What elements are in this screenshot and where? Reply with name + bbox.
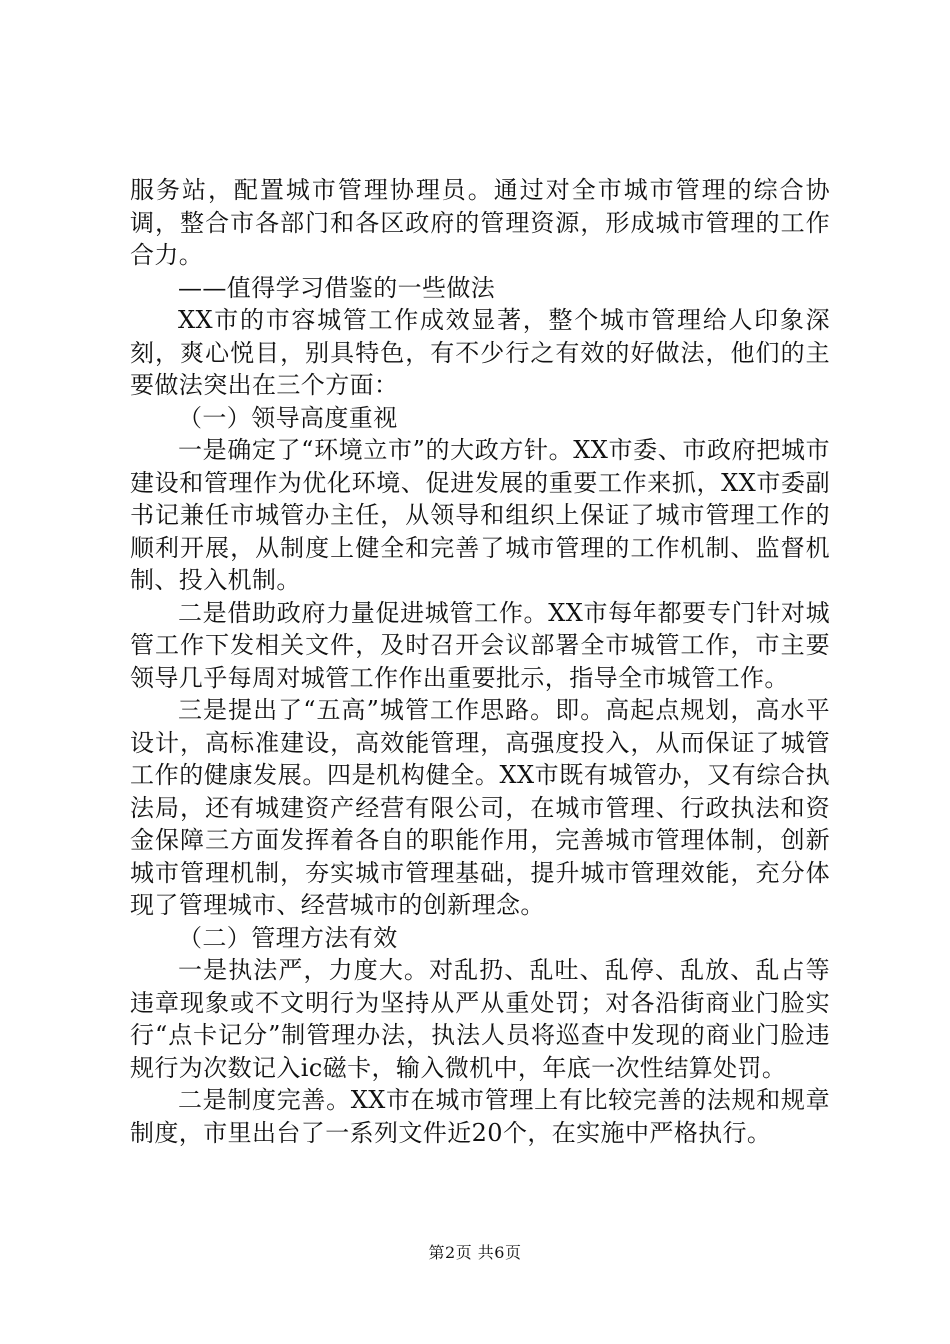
paragraph-point-two: 二是借助政府力量促进城管工作。XX市每年都要专门针对城管工作下发相关文件，及时召开会议部署全市城管工作，市主要领导几乎每周对城管工作作出重要批示，指导全市城管工作。 (130, 598, 830, 692)
subheading-leadership: （一）领导高度重视 (178, 403, 398, 432)
document-body (130, 174, 830, 1149)
paragraph-intro: XX市的市容城管工作成效显著，整个城市管理给人印象深刻，爽心悦目，别具特色，有不少行之有效的好做法，他们的主要做法突出在三个方面： (130, 306, 830, 399)
section-heading-practices: ——值得学习借鉴的一些做法 (178, 273, 496, 302)
page-number-footer: 第2页 共6页 (428, 1243, 522, 1262)
subheading-methods: （二）管理方法有效 (178, 923, 398, 952)
paragraph-point-three: 三是提出了“五高”城管工作思路。即。高起点规划，高水平设计，高标准建设，高效能管理，高强度投入，从而保证了城管工作的健康发展。四是机构健全。XX市既有城管办，又有综合执法局，还有城建资产经营有限公司，在城市管理、行政执法和资金保障三方面发挥着各自的职能作用，完善城市管理体制，创新城市管理机制，夯实城市管理基础，提升城市管理效能，充分体现了管理城市、经营城市的创新理念。 (130, 696, 830, 919)
paragraph-regulations: 二是制度完善。XX市在城市管理上有比较完善的法规和规章制度，市里出台了一系列文件近20个，在实施中严格执行。 (130, 1086, 830, 1147)
paragraph-enforcement: 一是执法严，力度大。对乱扔、乱吐、乱停、乱放、乱占等违章现象或不文明行为坚持从严从重处罚；对各沿街商业门脸实行“点卡记分”制管理办法，执法人员将巡查中发现的商业门脸违规行为次数记入ic磁卡，输入微机中，年底一次性结算处罚。 (130, 956, 830, 1082)
paragraph-point-one: 一是确定了“环境立市”的大政方针。XX市委、市政府把城市建设和管理作为优化环境、促进发展的重要工作来抓，XX市委副书记兼任市城管办主任，从领导和组织上保证了城市管理工作的顺利开展，从制度上健全和完善了城市管理的工作机制、监督机制、投入机制。 (130, 436, 830, 594)
paragraph-continuation: 服务站，配置城市管理协理员。通过对全市城市管理的综合协调，整合市各部门和各区政府的管理资源，形成城市管理的工作合力。 (130, 176, 830, 269)
